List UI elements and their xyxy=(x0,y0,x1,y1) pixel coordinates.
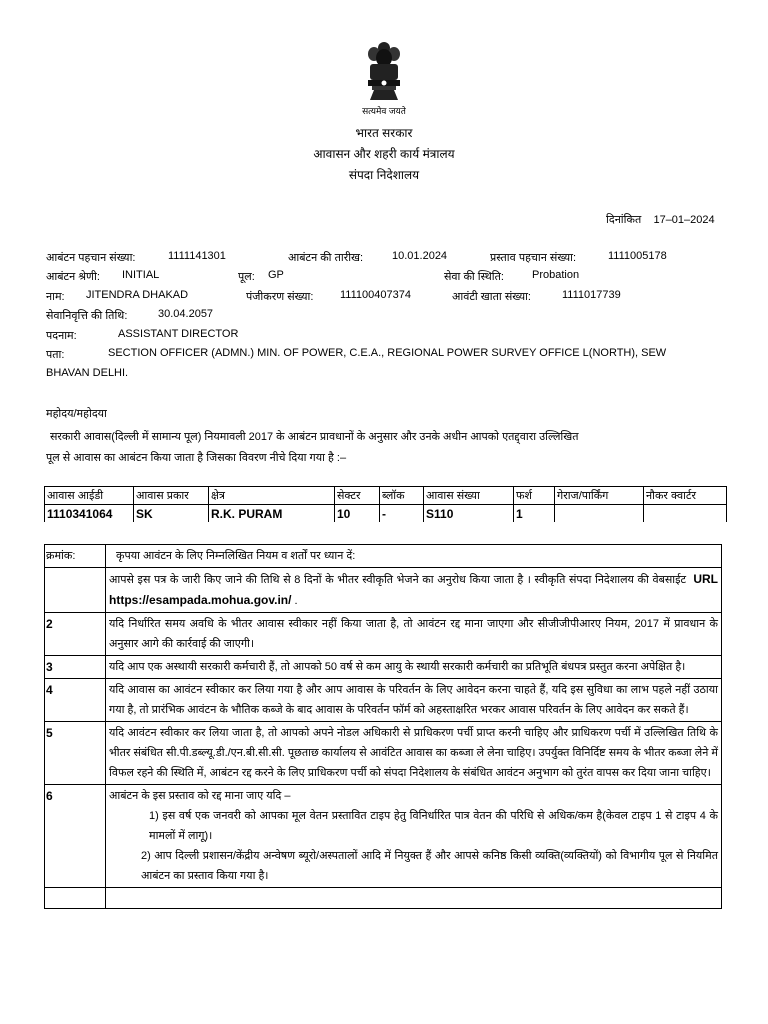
header-cell: ब्लॉक xyxy=(380,487,424,505)
empty-cell xyxy=(106,888,722,909)
rules-table xyxy=(44,544,722,909)
pool: GP xyxy=(268,269,284,281)
header-line1: भारत सरकार xyxy=(355,126,413,140)
rule-text: यदि निर्धारित समय अवधि के भीतर आवास स्वीकार नहीं किया जाता है, तो आवंटन रद्द माना जाएगा और सीजीजीपीआरए नियम, 2017 में प्रावधान के अनुसार आगे की कार्रवाई की जाएगी। xyxy=(106,613,722,656)
rule-num: 2 xyxy=(45,613,106,656)
header-cell: आवास आईडी xyxy=(45,487,134,505)
sector-cell: 10 xyxy=(335,505,380,523)
empty-cell xyxy=(45,888,106,909)
pool-label: पूल: xyxy=(238,271,255,283)
allottee-account-label: आवंटी खाता संख्या: xyxy=(452,291,531,303)
header-cell: आवास संख्या xyxy=(424,487,514,505)
rule-row-empty xyxy=(45,888,722,909)
rule-num: 5 xyxy=(45,722,106,785)
date-block xyxy=(606,212,715,227)
header-line3: संपदा निदेशालय xyxy=(348,168,420,182)
date-label: दिनांकित xyxy=(606,214,642,226)
rule-row xyxy=(45,679,722,722)
rule-num: 3 xyxy=(45,656,106,679)
proposal-id-label: प्रस्ताव पहचान संख्या: xyxy=(490,252,577,264)
header-line2: आवासन और शहरी कार्य मंत्रालय xyxy=(313,147,455,161)
address-line2: BHAVAN DELHI. xyxy=(46,367,129,379)
housing-table-header-row xyxy=(45,487,727,505)
header-cell: सेक्टर xyxy=(335,487,380,505)
house-type-cell: SK xyxy=(134,505,209,523)
rule-num: 6 xyxy=(45,785,106,888)
rule-text xyxy=(106,785,722,888)
retirement-date: 30.04.2057 xyxy=(158,308,214,320)
rule-text: यदि आप एक अस्थायी सरकारी कर्मचारी हैं, तो आपको 50 वर्ष से कम आयु के स्थायी सरकारी कर्मचारी का प्रतिभूति बंधपत्र प्रस्तुत करना अपेक्षित है। xyxy=(106,656,722,679)
rule-row xyxy=(45,613,722,656)
rule-row xyxy=(45,656,722,679)
housing-table-row xyxy=(45,505,727,523)
rule-num: 4 xyxy=(45,679,106,722)
service-status: Probation xyxy=(532,269,580,281)
allottee-name: JITENDRA DHAKAD xyxy=(86,289,189,301)
garage-cell xyxy=(555,505,644,523)
header-cell: फर्श xyxy=(514,487,555,505)
allotment-id: 1111141301 xyxy=(168,250,226,262)
rule-subitem-2: 2) आप दिल्ली प्रशासन/केंद्रीय अन्वेषण ब्यूरो/अस्पतालों आदि में नियुक्त हैं और आपसे कनिष्ठ किसी व्यक्ति(व्यक्तियों) को विभागीय पूल से नियमित आबंटन का प्रस्ताव किया गया है। xyxy=(141,850,718,882)
rules-header-text: कृपया आवंटन के लिए निम्नलिखित नियम व शर्तों पर ध्यान दें: xyxy=(106,545,722,568)
intro-line1: सरकारी आवास(दिल्ली में सामान्य पूल) नियमावली 2017 के आबंटन प्रावधानों के अनुसार और उनके अधीन आपको एतद्द्वारा उल्लिखित xyxy=(50,431,579,443)
designation-label: पदनाम: xyxy=(46,330,77,342)
rules-header-row xyxy=(45,545,722,568)
rule-row xyxy=(45,785,722,888)
housing-table xyxy=(44,486,727,522)
rule-text-body: आबंटन के इस प्रस्ताव को रद्द माना जाए यदि – xyxy=(109,790,291,802)
header-cell: क्षेत्र xyxy=(209,487,335,505)
proposal-id: 1111005178 xyxy=(608,250,667,262)
rule-num xyxy=(45,568,106,613)
header-cell: नौकर क्वार्टर xyxy=(644,487,727,505)
national-emblem-icon xyxy=(360,40,408,104)
area-cell: R.K. PURAM xyxy=(209,505,335,523)
servant-quarter-cell xyxy=(644,505,727,523)
rule-text: यदि आवंटन स्वीकार कर लिया जाता है, तो आपको अपने नोडल अधिकारी से प्राधिकरण पर्ची प्राप्त करनी चाहिए और प्राधिकरण पर्ची में उल्लिखित तिथि के भीतर संबंधित सी.पी.डब्ल्यू.डी./एन.बी.सी.सी. पूछताछ कार्यालय से आवंटित आवास का कब्जा ले लेना चाहिए। उपर्युक्त विनिर्दिष्ट समय के भीतर कब्जा लेने में विफल रहने की स्थिति में, आबंटन रद्द करने के लिए प्राधिकरण पर्ची को संपदा निदेशालय के संबंधित आवंटन अनुभाग को तुरंत वापस कर दिया जाना चाहिए। xyxy=(106,722,722,785)
rule-text-tail: . xyxy=(294,595,298,607)
rules-header-num: क्रमांक: xyxy=(45,545,106,568)
rule-subitem-1: 1) इस वर्ष एक जनवरी को आपका मूल वेतन प्रस्तावित टाइप हेतु विनिर्धारित पात्र वेतन की परिधि से अधिक/कम है(केवल टाइप 1 से टाइप 4 के मामलों में लागू)। xyxy=(149,810,718,842)
allotment-date: 10.01.2024 xyxy=(392,250,448,262)
house-number-cell: S110 xyxy=(424,505,514,523)
rule-row xyxy=(45,568,722,613)
rule-text: यदि आवास का आवंटन स्वीकार कर लिया गया है और आप आवास के परिवर्तन के लिए आवेदन करना चाहते हैं, यदि इस सुविधा का लाभ पहले नहीं उठाया गया है, तो प्रारंभिक आवंटन के भौतिक कब्जे के बाद आवास के परिवर्तन फॉर्म को अहस्ताक्षरित भरकर आवास परिवर्तन के लिए आवेदन कर सकते हैं। xyxy=(106,679,722,722)
service-status-label: सेवा की स्थिति: xyxy=(444,271,504,283)
salutation: महोदय/महोदया xyxy=(46,408,107,420)
floor-cell: 1 xyxy=(514,505,555,523)
esampada-url-link[interactable]: URL https://esampada.mohua.gov.in/ xyxy=(109,572,718,607)
allottee-account: 1111017739 xyxy=(562,289,621,301)
header-cell: आवास प्रकार xyxy=(134,487,209,505)
emblem-motto: सत्यमेव जयते xyxy=(362,106,406,116)
designation: ASSISTANT DIRECTOR xyxy=(118,328,239,340)
registration-label: पंजीकरण संख्या: xyxy=(246,291,314,303)
retirement-label: सेवानिवृत्ति की तिथि: xyxy=(46,310,128,322)
rule-row xyxy=(45,722,722,785)
rule-text-body: आपसे इस पत्र के जारी किए जाने की तिथि से 8 दिनों के भीतर स्वीकृति भेजने का अनुरोध किया जाता है । स्वीकृति संपदा निदेशालय की वेबसाईट xyxy=(109,574,687,586)
date-value: 17–01–2024 xyxy=(653,214,715,226)
address-line1: SECTION OFFICER (ADMN.) MIN. OF POWER, C.E.A., REGIONAL POWER SURVEY OFFICE L(NORTH), SEW xyxy=(108,347,667,359)
rule-text xyxy=(106,568,722,613)
address-label: पता: xyxy=(46,349,65,361)
block-cell: - xyxy=(380,505,424,523)
allotment-id-label: आबंटन पहचान संख्या: xyxy=(46,252,136,264)
category-label: आबंटन श्रेणी: xyxy=(46,271,100,283)
intro-line2: पूल से आवास का आबंटन किया जाता है जिसका विवरण नीचे दिया गया है :– xyxy=(46,452,347,464)
name-label: नाम: xyxy=(46,291,65,303)
registration: 111100407374 xyxy=(340,289,411,301)
allotment-date-label: आबंटन की तारीख: xyxy=(288,252,364,264)
house-id-cell: 1110341064 xyxy=(45,505,134,523)
header-cell: गेराज/पार्किंग xyxy=(555,487,644,505)
category: INITIAL xyxy=(122,269,160,281)
